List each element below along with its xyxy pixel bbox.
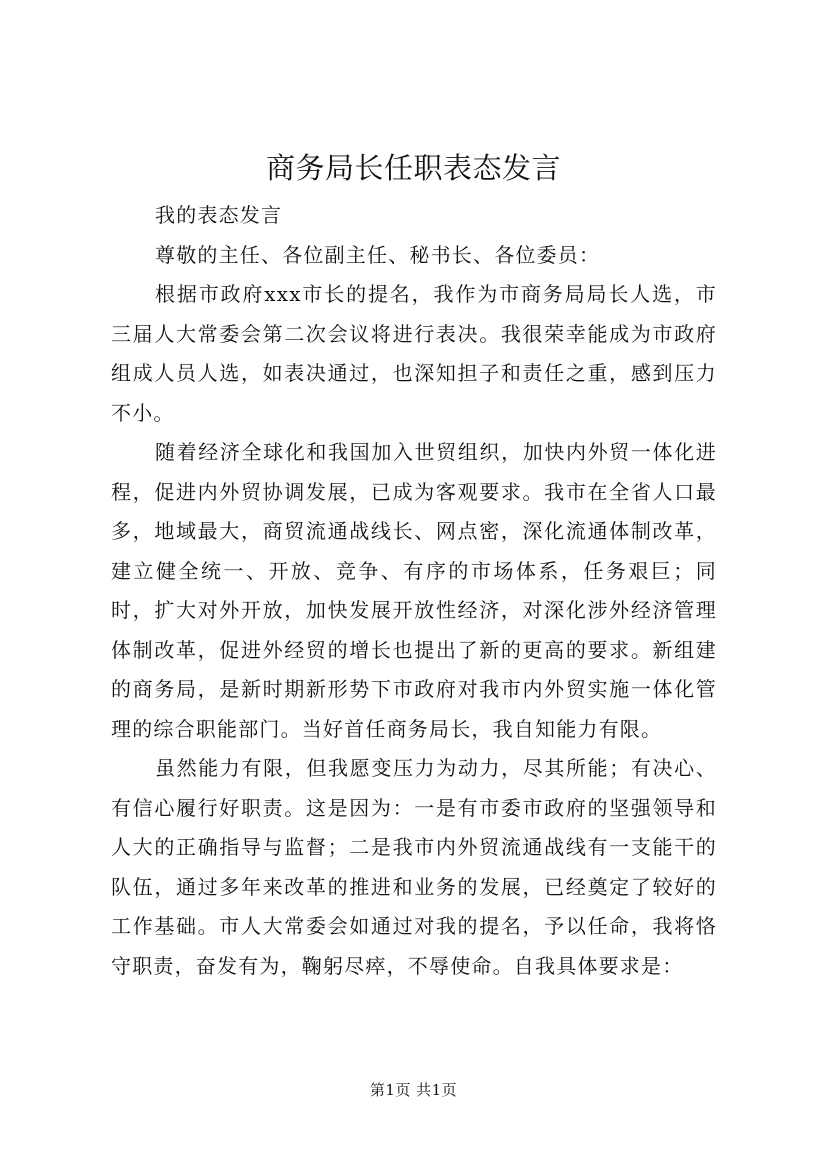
page-footer: 第1页 共1页 <box>369 1081 458 1099</box>
paragraph-salutation: 尊敬的主任、各位副主任、秘书长、各位委员： <box>155 242 601 267</box>
paragraph-commitment: 虽然能力有限，但我愿变压力为动力，尽其所能；有决心、有信心履行好职责。这是因为：一是有市委市政府的坚强领导和人大的正确指导与监督；二是我市内外贸流通战线有一支能干的队伍，通过多年来改革的推进和业务的发展，已经奠定了较好的工作基础。市人大常委会如通过对我的提名，予以任命，我将恪守职责，奋发有为，鞠躬尽瘁，不辱使命。自我具体要求是： <box>111 756 717 978</box>
paragraph-background: 随着经济全球化和我国加入世贸组织，加快内外贸一体化进程，促进内外贸协调发展，已成为客观要求。我市在全省人口最多，地域最大，商贸流通战线长、网点密，深化流通体制改革，建立健全统一、开放、竞争、有序的市场体系，任务艰巨；同时，扩大对外开放，加快发展开放性经济，对深化涉外经济管理体制改革，促进外经贸的增长也提出了新的更高的要求。新组建的商务局，是新时期新形势下市政府对我市内外贸实施一体化管理的综合职能部门。当好首任商务局长，我自知能力有限。 <box>111 440 717 741</box>
document-body <box>111 196 717 986</box>
paragraph-heading: 我的表态发言 <box>155 203 283 227</box>
document-title: 商务局长任职表态发言 <box>265 151 561 185</box>
paragraph-nomination: 根据市政府xxx市长的提名，我作为市商务局局长人选，市三届人大常委会第二次会议将进行表决。我很荣幸能成为市政府组成人员人选，如表决通过，也深知担子和责任之重，感到压力不小。 <box>111 282 717 425</box>
